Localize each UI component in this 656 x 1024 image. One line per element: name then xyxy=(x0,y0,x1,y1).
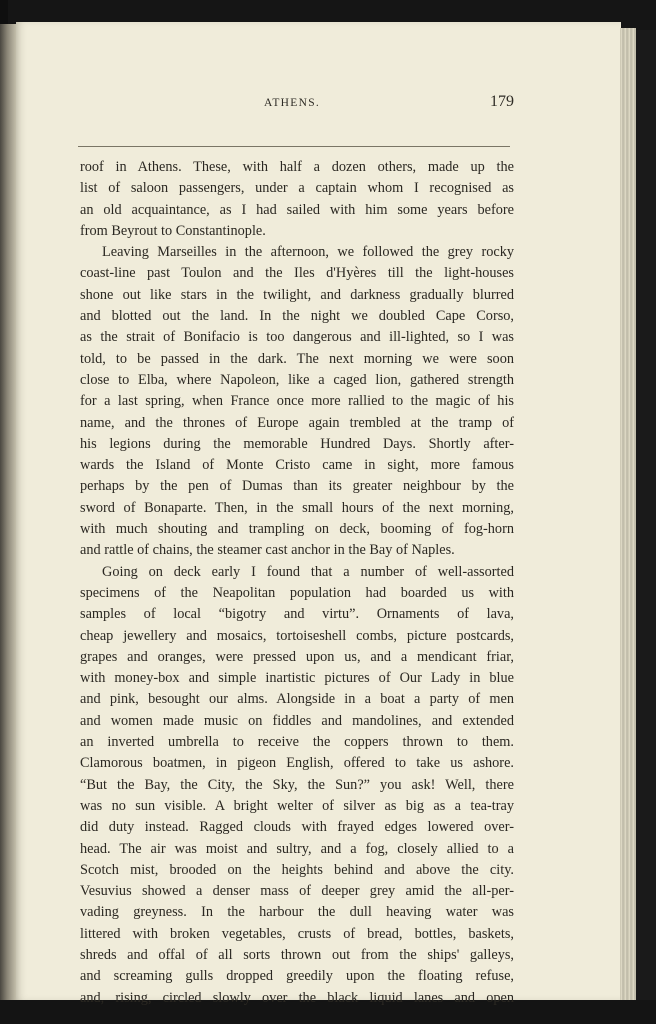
text-line-content: for a last spring, when France once more rallied to the magic of his xyxy=(80,393,514,410)
text-line-content: perhaps by the pen of Dumas than its greater neighbour by the xyxy=(80,478,514,495)
text-line-content: cheap jewellery and mosaics, tortoiseshell combs, picture postcards, xyxy=(80,627,514,644)
text-line xyxy=(80,285,514,306)
text-line xyxy=(80,668,514,689)
text-line xyxy=(80,902,514,923)
text-line xyxy=(80,221,514,242)
text-line xyxy=(80,626,514,647)
text-line xyxy=(80,860,514,881)
text-line xyxy=(80,775,514,796)
text-line-content: Clamorous boatmen, in pigeon English, offered to take us ashore. xyxy=(80,755,514,772)
text-line-content: coast-line past Toulon and the Iles d'Hyères till the light-houses xyxy=(80,265,514,282)
text-line-content: his legions during the memorable Hundred Days. Shortly after- xyxy=(80,435,514,452)
text-line-content: and pink, besought our alms. Alongside in a boat a party of men xyxy=(80,691,514,708)
text-line-content: and, rising, circled slowly over the black liquid lanes and open xyxy=(80,989,514,1006)
text-line-content: littered with broken vegetables, crusts of bread, bottles, baskets, xyxy=(80,925,514,942)
text-line-content: with money-box and simple inartistic pictures of Our Lady in blue xyxy=(80,670,514,687)
text-line-content: sword of Bonaparte. Then, in the small hours of the next morning, xyxy=(80,499,514,516)
text-line xyxy=(80,732,514,753)
text-line xyxy=(80,881,514,902)
text-line-content: did duty instead. Ragged clouds with frayed edges lowered over- xyxy=(80,819,514,836)
page-edges-shadow xyxy=(636,30,656,1002)
text-line-content: told, to be passed in the dark. The next morning we were soon xyxy=(80,350,514,367)
text-line xyxy=(80,540,514,561)
text-line xyxy=(80,434,514,455)
text-line xyxy=(80,519,514,540)
header-rule xyxy=(78,146,510,147)
text-line xyxy=(80,242,514,263)
running-title: ATHENS. xyxy=(264,97,321,109)
text-line xyxy=(80,583,514,604)
text-line-content: samples of local “bigotry and virtu”. Ornaments of lava, xyxy=(80,606,514,623)
text-line xyxy=(80,476,514,497)
text-line xyxy=(80,945,514,966)
text-line xyxy=(80,306,514,327)
text-line-content: and women made music on fiddles and mandolines, and extended xyxy=(80,712,514,729)
text-line-content: and rattle of chains, the steamer cast anchor in the Bay of Naples. xyxy=(80,542,455,559)
running-head xyxy=(0,93,656,117)
text-line xyxy=(80,498,514,519)
text-line-content: as the strait of Bonifacio is too dangerous and ill-lighted, so I was xyxy=(80,329,514,346)
text-line-content: from Beyrout to Constantinople. xyxy=(80,222,266,239)
text-line xyxy=(80,796,514,817)
text-line xyxy=(80,988,514,1009)
text-line-content: Leaving Marseilles in the afternoon, we followed the grey rocky xyxy=(102,244,514,261)
text-line-content: wards the Island of Monte Cristo came in sight, more famous xyxy=(80,457,514,474)
text-line-content: list of saloon passengers, under a captain whom I recognised as xyxy=(80,180,514,197)
text-line xyxy=(80,200,514,221)
text-line xyxy=(80,391,514,412)
text-line-content: grapes and oranges, were pressed upon us, and a mendicant friar, xyxy=(80,648,514,665)
page-number: 179 xyxy=(490,93,514,110)
text-line xyxy=(80,327,514,348)
text-line-content: an inverted umbrella to receive the coppers thrown to them. xyxy=(80,734,514,751)
text-line-content: and screaming gulls dropped greedily upon the floating refuse, xyxy=(80,968,514,985)
text-line-content: vading greyness. In the harbour the dull heaving water was xyxy=(80,904,514,921)
text-line xyxy=(80,966,514,987)
text-line xyxy=(80,839,514,860)
text-line-content: Going on deck early I found that a number of well-assorted xyxy=(102,563,514,580)
text-line xyxy=(80,753,514,774)
text-line-content: shone out like stars in the twilight, and darkness gradually blurred xyxy=(80,286,514,303)
text-line xyxy=(80,413,514,434)
text-line-content: “But the Bay, the City, the Sky, the Sun?” you ask! Well, there xyxy=(80,776,514,793)
text-line-content: with much shouting and trampling on deck, booming of fog-horn xyxy=(80,521,514,538)
text-line xyxy=(80,263,514,284)
body-text xyxy=(80,157,514,1009)
text-line-content: Vesuvius showed a denser mass of deeper grey amid the all-per- xyxy=(80,883,514,900)
text-line xyxy=(80,711,514,732)
text-line xyxy=(80,349,514,370)
text-line-content: name, and the thrones of Europe again trembled at the tramp of xyxy=(80,414,514,431)
text-line xyxy=(80,455,514,476)
text-line xyxy=(80,817,514,838)
text-line-content: roof in Athens. These, with half a dozen others, made up the xyxy=(80,159,514,175)
text-line-content: was no sun visible. A bright welter of silver as big as a tea-tray xyxy=(80,797,514,814)
text-line-content: and blotted out the land. In the night we doubled Cape Corso, xyxy=(80,308,514,325)
text-line xyxy=(80,647,514,668)
text-line xyxy=(80,689,514,710)
text-line xyxy=(80,562,514,583)
text-line-content: shreds and offal of all sorts thrown out from the ships' galleys, xyxy=(80,946,514,963)
text-line-content: Scotch mist, brooded on the heights behind and above the city. xyxy=(80,861,514,878)
text-line xyxy=(80,604,514,625)
text-line-content: close to Elba, where Napoleon, like a caged lion, gathered strength xyxy=(80,371,514,388)
page-edges xyxy=(620,28,636,1002)
text-line-content: specimens of the Neapolitan population had boarded us with xyxy=(80,584,514,601)
text-line-content: head. The air was moist and sultry, and a fog, closely allied to a xyxy=(80,840,514,857)
text-line xyxy=(80,924,514,945)
text-line xyxy=(80,178,514,199)
text-line xyxy=(80,157,514,178)
text-line xyxy=(80,370,514,391)
text-line-content: an old acquaintance, as I had sailed with him some years before xyxy=(80,201,514,218)
